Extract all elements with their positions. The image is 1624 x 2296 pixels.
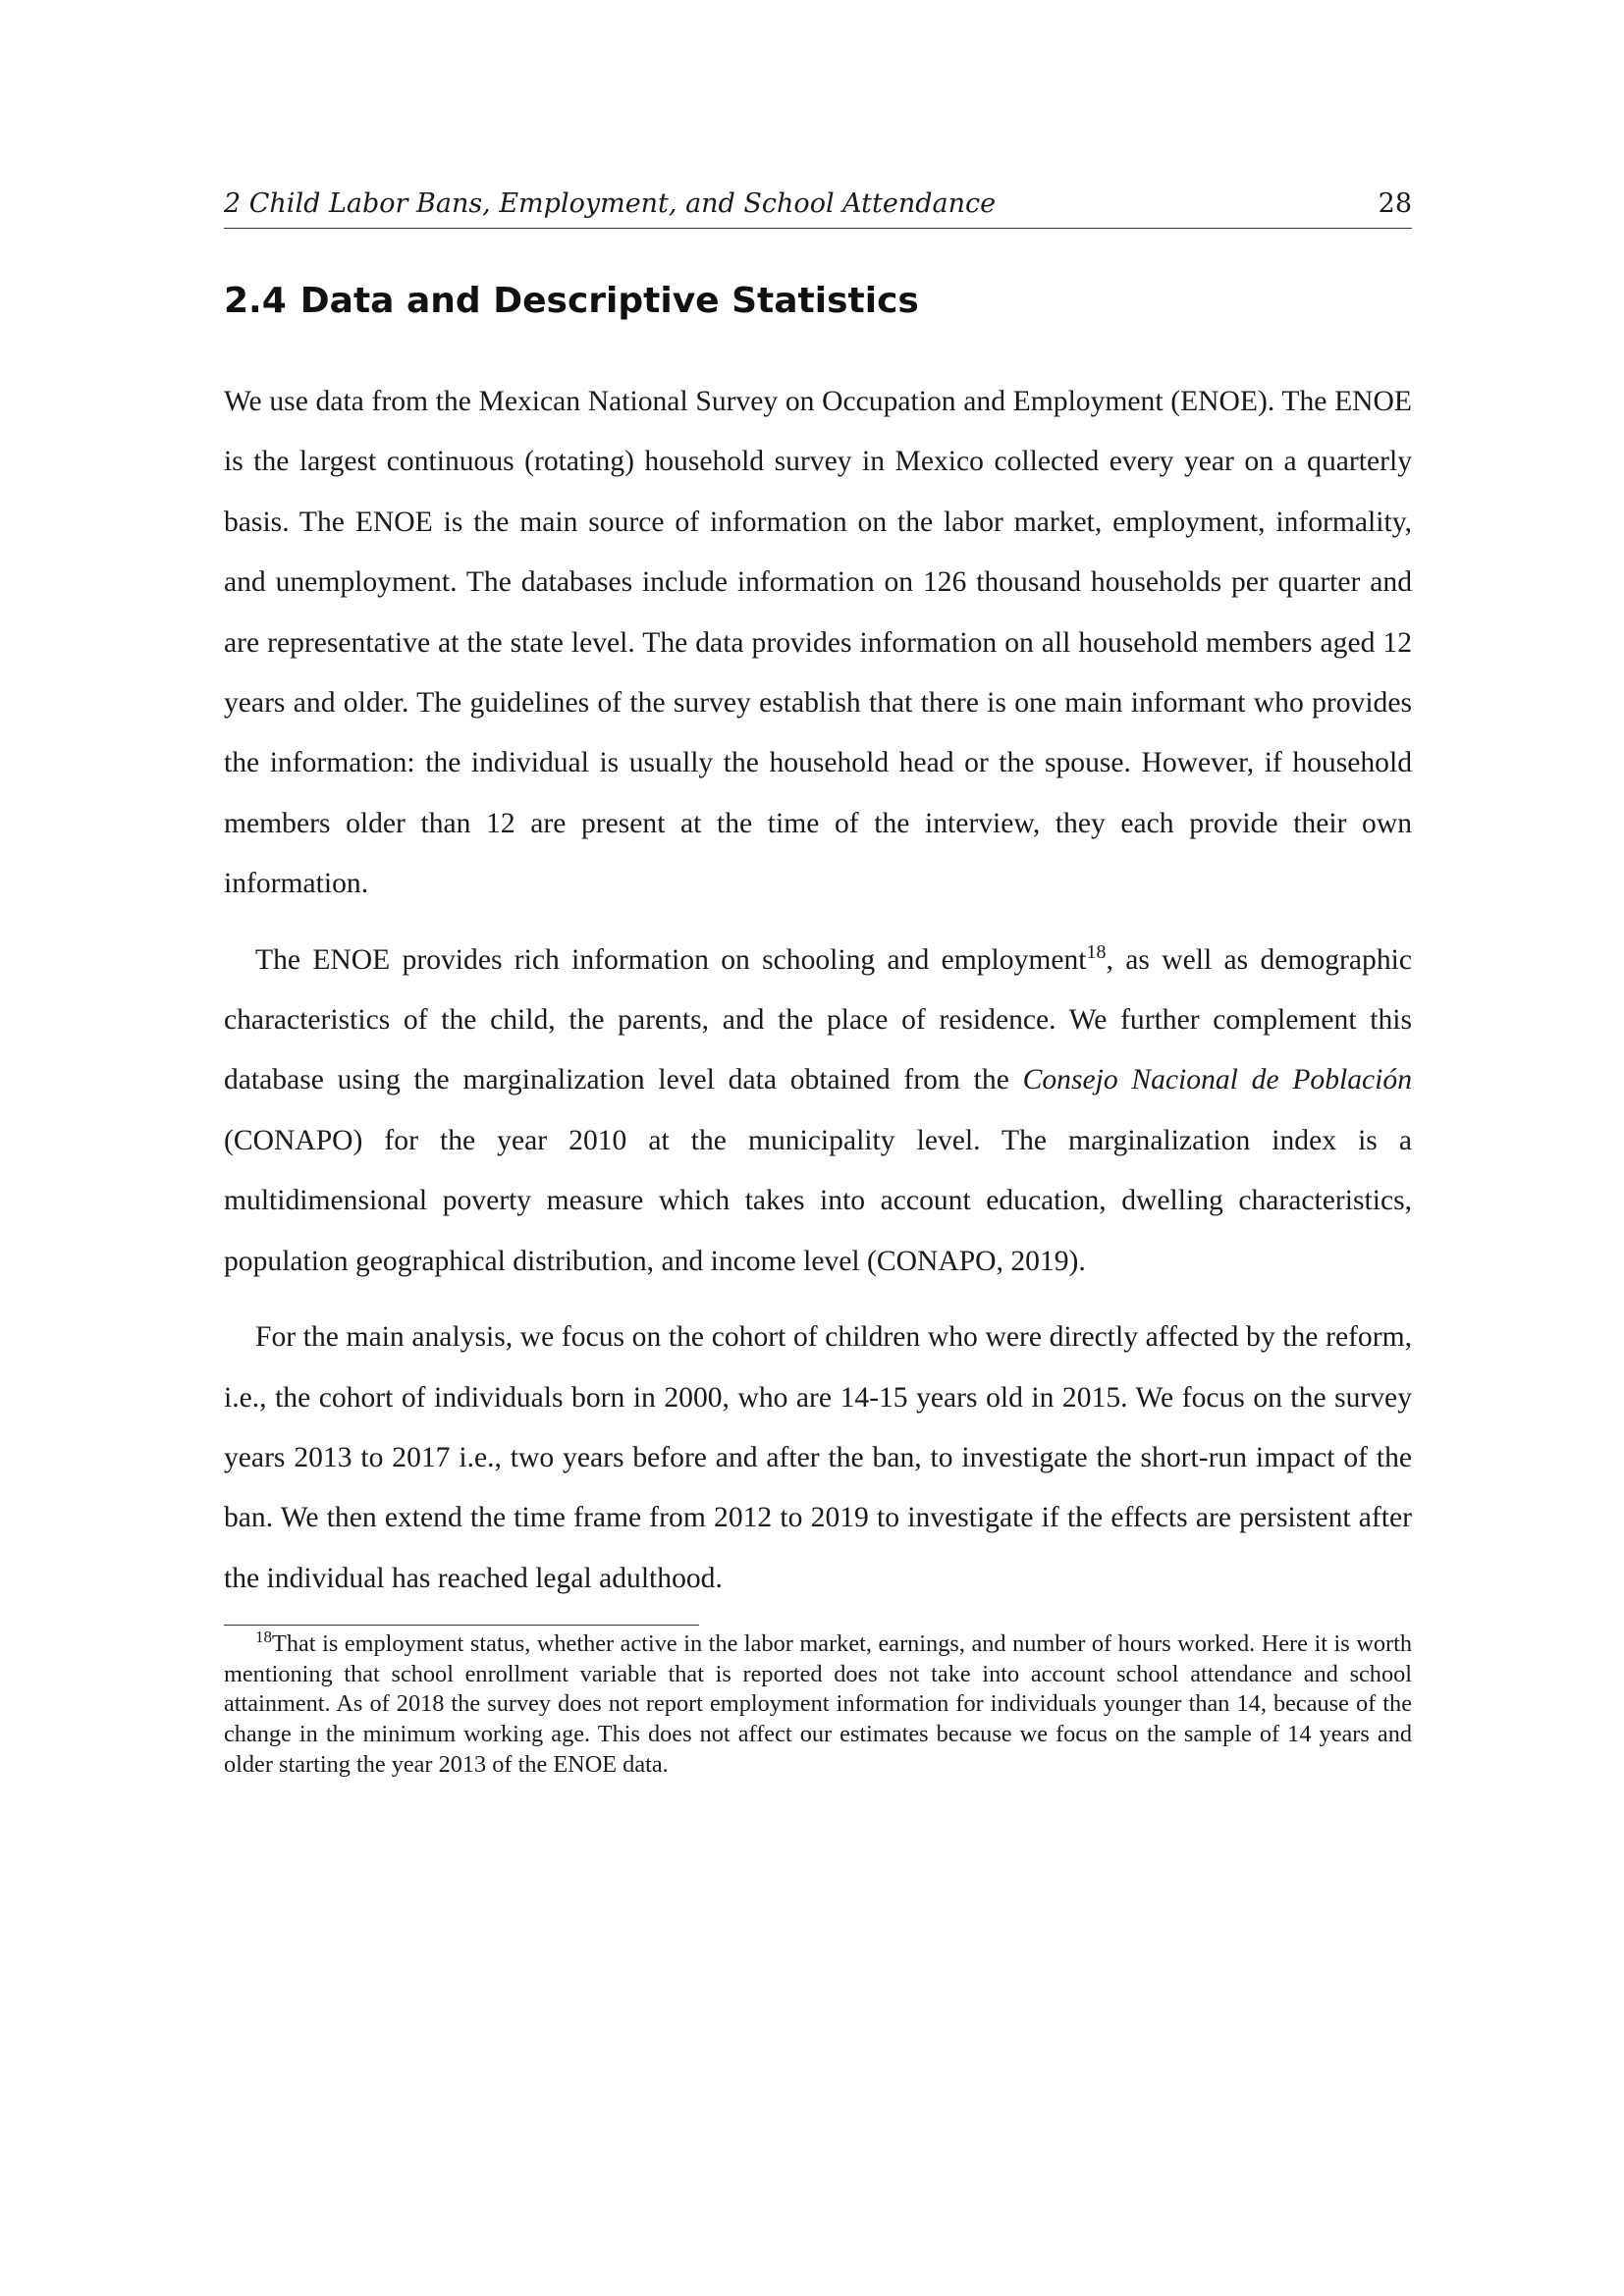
paragraph-2-part-a: The ENOE provides rich information on schooling and employment (255, 943, 1087, 976)
footnote-number: 18 (255, 1628, 272, 1647)
paragraph-2-part-c: (CONAPO) for the year 2010 at the municipality level. The marginalization index is a multidimensional poverty measure which takes into account education, dwelling characteristics, population geographical distribution, and income level (CONAPO, 2019). (224, 1124, 1412, 1277)
page-number: 28 (1378, 188, 1412, 219)
footnote-divider (224, 1625, 699, 1626)
paragraph-2 (224, 931, 1412, 1292)
paragraph-2-part-b: , as well as demographic characteristics of the child, the parents, and the place of residence. We further complement this database using the marginalization level data obtained from the (224, 943, 1412, 1096)
section-title: Data and Descriptive Statistics (299, 281, 919, 321)
footnote-text: That is employment status, whether active in the labor market, earnings, and number of hours worked. Here it is worth mentioning that school enrollment variable that is reported does not take into account school attendance and school attainment. As of 2018 the survey does not report employment information for individuals younger than 14, because of the change in the minimum working age. This does not affect our estimates because we focus on the sample of 14 years and older starting the year 2013 of the ENOE data. (224, 1630, 1412, 1778)
running-header (224, 187, 1412, 229)
paragraph-1: We use data from the Mexican National Survey on Occupation and Employment (ENOE). The ENOE is the largest continuous (rotating) household survey in Mexico collected every year on a quarterly basis. The ENOE is the main source of information on the labor market, employment, informality, and unemployment. The databases include information on 126 thousand households per quarter and are representative at the state level. The data provides information on all household members aged 12 years and older. The guidelines of the survey establish that there is one main informant who provides the information: the individual is usually the household head or the spouse. However, if household members older than 12 are present at the time of the interview, they each provide their own information. (224, 386, 1412, 900)
footnote (224, 1629, 1412, 1780)
section-heading (224, 280, 1412, 323)
footnote-marker[interactable]: 18 (1086, 940, 1107, 963)
running-header-chapter: 2 Child Labor Bans, Employment, and School Attendance (224, 188, 997, 219)
paragraph-3: For the main analysis, we focus on the cohort of children who were directly affected by the reform, i.e., the cohort of individuals born in 2000, who are 14-15 years old in 2015. We focus on the survey years 2013 to 2017 i.e., two years before and after the ban, to investigate the short-run impact of the ban. We then extend the time frame from 2012 to 2019 to investigate if the effects are persistent after the individual has reached legal adulthood. (224, 1321, 1412, 1594)
section-number: 2.4 (224, 281, 287, 321)
paragraph-2-italic-name: Consejo Nacional de Población (1022, 1064, 1412, 1096)
body-text (224, 372, 1412, 1609)
page (224, 187, 1412, 1780)
